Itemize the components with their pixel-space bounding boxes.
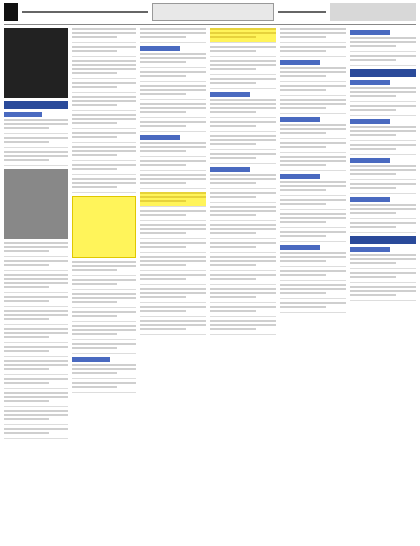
column-5: [280, 28, 346, 542]
classified-ad: [4, 378, 68, 389]
section-heading: [350, 69, 416, 77]
classified-ad: [350, 286, 416, 301]
classified-ad: [72, 146, 136, 161]
classified-ad: [140, 274, 206, 285]
classified-ad: [140, 256, 206, 271]
classified-ad: [210, 256, 276, 271]
classified-ad: [280, 99, 346, 114]
classified-ad: [280, 142, 346, 153]
classified-ad: [350, 37, 416, 52]
classified-ad: [4, 151, 68, 166]
classified-ad: [72, 164, 136, 175]
classified-ad: [280, 181, 346, 196]
subsection-heading: [210, 167, 250, 172]
classified-ad: [280, 252, 346, 267]
classified-ad: [72, 261, 136, 276]
classified-ad: [280, 85, 346, 96]
classified-ad: [210, 224, 276, 239]
classified-ad: [210, 99, 276, 118]
classified-ad: [72, 46, 136, 57]
classified-ad: [280, 302, 346, 313]
highlighted-classified-ad: [140, 192, 206, 207]
subsection-heading: [280, 245, 320, 250]
classified-ad: [72, 364, 136, 379]
classified-ad: [72, 60, 136, 79]
classified-ad: [280, 156, 346, 171]
classified-ad: [210, 78, 276, 89]
classified-ad: [210, 60, 276, 75]
subsection-heading: [350, 247, 390, 252]
classified-ad: [140, 71, 206, 82]
display-ad-banner: [4, 169, 68, 239]
classified-ad: [350, 222, 416, 233]
classified-ad: [280, 124, 346, 139]
classified-ad: [4, 392, 68, 407]
classified-ad: [4, 260, 68, 271]
classified-ad: [280, 231, 346, 242]
classified-ad: [72, 132, 136, 143]
subsection-heading: [280, 117, 320, 122]
classified-ad: [140, 242, 206, 253]
classified-ad: [210, 242, 276, 253]
highlighted-classified-ad: [210, 28, 276, 43]
classified-ad: [140, 28, 206, 43]
classified-ad: [140, 224, 206, 239]
subsection-heading: [350, 119, 390, 124]
classified-ad: [350, 144, 416, 155]
page-number: [4, 3, 18, 21]
classified-ad: [72, 279, 136, 290]
classified-ad: [140, 85, 206, 100]
classified-ad: [210, 135, 276, 150]
classified-ad: [72, 96, 136, 111]
column-6: [350, 28, 416, 542]
classified-ad: [280, 28, 346, 43]
newspaper-masthead: [330, 3, 416, 21]
classified-ad: [280, 67, 346, 82]
classified-ad: [140, 160, 206, 171]
classified-ad: [72, 311, 136, 322]
classified-ad: [72, 114, 136, 129]
classified-ad: [280, 199, 346, 210]
section-title: [152, 3, 274, 21]
classified-ad: [72, 343, 136, 354]
classified-ad: [140, 121, 206, 132]
subsection-heading: [140, 135, 180, 140]
classified-ad: [140, 306, 206, 317]
highlighted-ad-block: [72, 196, 136, 258]
classified-ad: [280, 270, 346, 281]
classified-ad: [4, 119, 68, 134]
classified-ad: [280, 213, 346, 228]
subsection-heading: [140, 46, 180, 51]
subsection-heading: [350, 158, 390, 163]
header-divider: [278, 11, 326, 13]
column-1: [4, 28, 68, 542]
classified-ad: [140, 174, 206, 189]
classified-ad: [210, 153, 276, 164]
classified-ad: [72, 28, 136, 43]
subsection-heading: [350, 197, 390, 202]
header-date-line: [22, 11, 148, 13]
classified-ad: [210, 192, 276, 203]
display-ad-banner: [4, 28, 68, 98]
classified-ad: [350, 126, 416, 141]
classified-ad: [350, 204, 416, 219]
classified-ad: [350, 87, 416, 102]
classified-ad: [140, 142, 206, 157]
page-header: [4, 3, 416, 21]
subsection-heading: [280, 174, 320, 179]
column-3: [140, 28, 206, 542]
subsection-heading: [280, 60, 320, 65]
classified-ad: [210, 46, 276, 57]
subsection-heading: [350, 30, 390, 35]
classified-ad: [72, 82, 136, 93]
classified-ad: [350, 55, 416, 66]
classified-ad: [140, 320, 206, 335]
classified-ad: [4, 428, 68, 439]
classified-ad: [280, 46, 346, 57]
classified-ad: [140, 103, 206, 118]
column-2: [72, 28, 136, 542]
subsection-heading: [210, 92, 250, 97]
classified-ad: [350, 183, 416, 194]
classified-ad: [140, 210, 206, 221]
classified-ad: [210, 206, 276, 221]
classified-ad: [210, 306, 276, 317]
classified-ad: [210, 320, 276, 335]
classified-ad: [72, 382, 136, 393]
classified-ad: [350, 105, 416, 116]
header-rule: [4, 24, 416, 25]
classified-ad: [4, 310, 68, 325]
classified-ad: [210, 174, 276, 189]
classified-ad: [4, 328, 68, 343]
subsection-heading: [4, 112, 42, 117]
classified-ad: [72, 293, 136, 308]
classified-ad: [4, 296, 68, 307]
section-heading: [350, 236, 416, 244]
subsection-heading: [350, 80, 390, 85]
classified-ad: [280, 284, 346, 299]
classified-ad: [350, 254, 416, 269]
classified-ad: [72, 178, 136, 193]
classified-ad: [4, 410, 68, 425]
section-heading: [4, 101, 68, 109]
classified-ad: [140, 288, 206, 303]
classified-ad: [210, 288, 276, 303]
classified-ad: [350, 272, 416, 283]
classified-ad: [350, 165, 416, 180]
column-4: [210, 28, 276, 542]
classified-ad: [210, 274, 276, 285]
classified-ad: [140, 53, 206, 68]
classified-ad: [4, 346, 68, 357]
classified-ad: [4, 360, 68, 375]
classified-ad: [210, 121, 276, 132]
classified-ad: [4, 274, 68, 293]
classified-ad: [72, 325, 136, 340]
classified-ad: [4, 137, 68, 148]
subsection-heading: [72, 357, 110, 362]
classified-ad: [4, 242, 68, 257]
